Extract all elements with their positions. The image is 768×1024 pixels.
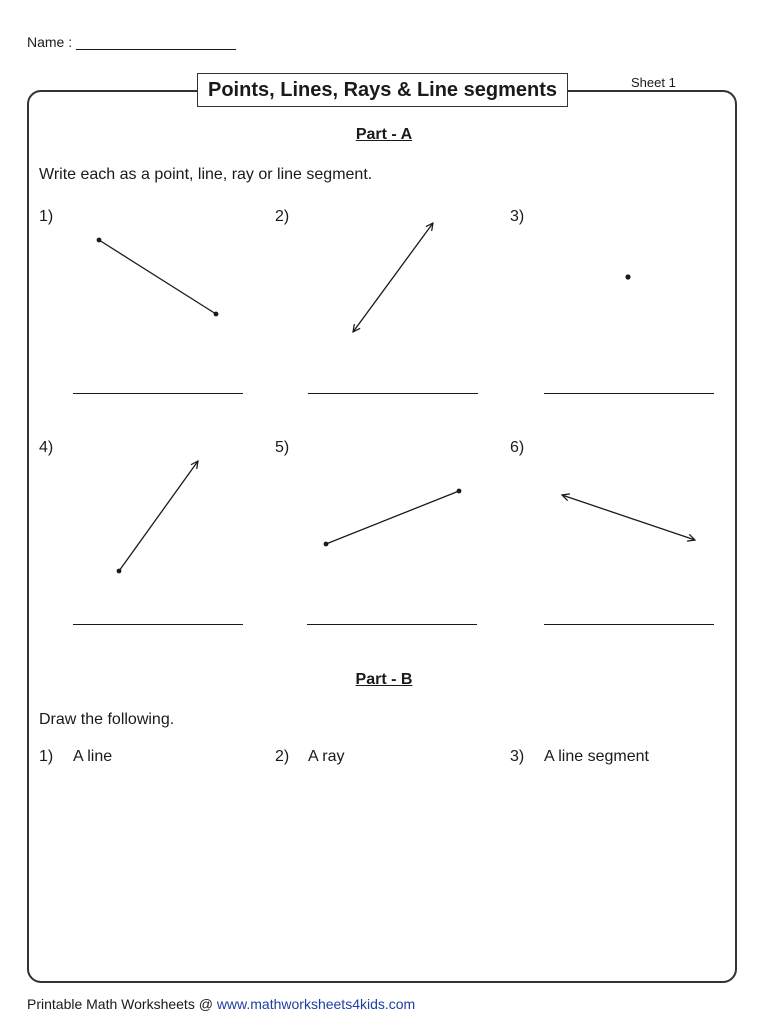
figure-6-line — [562, 495, 695, 540]
name-label: Name : — [27, 34, 73, 50]
part-a-instruction: Write each as a point, line, ray or line segment. — [39, 166, 373, 183]
point-dot — [625, 274, 630, 279]
figure-3-point — [625, 274, 630, 279]
sheet-label: Sheet 1 — [631, 75, 676, 90]
question-number: 3) — [510, 208, 525, 225]
draw-item-label: A ray — [308, 748, 345, 765]
endpoint-dot — [117, 569, 122, 574]
endpoint-dot — [324, 542, 329, 547]
drawing-area[interactable] — [39, 780, 729, 970]
figure-5-line-segment — [324, 489, 462, 547]
footer-prefix: Printable Math Worksheets @ — [27, 996, 217, 1012]
part-b-heading: Part - B — [355, 671, 413, 688]
draw-item-label: A line — [73, 748, 113, 765]
endpoint-dot — [97, 238, 102, 243]
endpoint-dot — [457, 489, 462, 494]
figure-4-ray — [117, 461, 198, 573]
endpoint-dot — [214, 312, 219, 317]
question-number: 2) — [275, 208, 290, 225]
footer — [27, 996, 415, 1012]
question-number: 6) — [510, 439, 525, 456]
part-b-instruction: Draw the following. — [39, 711, 175, 728]
question-number: 2) — [275, 748, 290, 765]
footer-link[interactable]: www.mathworksheets4kids.com — [216, 996, 416, 1012]
part-a-heading: Part - A — [355, 126, 413, 143]
question-number: 1) — [39, 208, 54, 225]
figure-2-line — [353, 223, 433, 332]
question-number: 4) — [39, 439, 54, 456]
question-number: 3) — [510, 748, 525, 765]
question-number: 1) — [39, 748, 54, 765]
draw-item-label: A line segment — [544, 748, 649, 765]
worksheet-title-text: Points, Lines, Rays & Line segments — [208, 78, 557, 101]
figure-1-line-segment — [97, 238, 219, 317]
question-number: 5) — [275, 439, 290, 456]
